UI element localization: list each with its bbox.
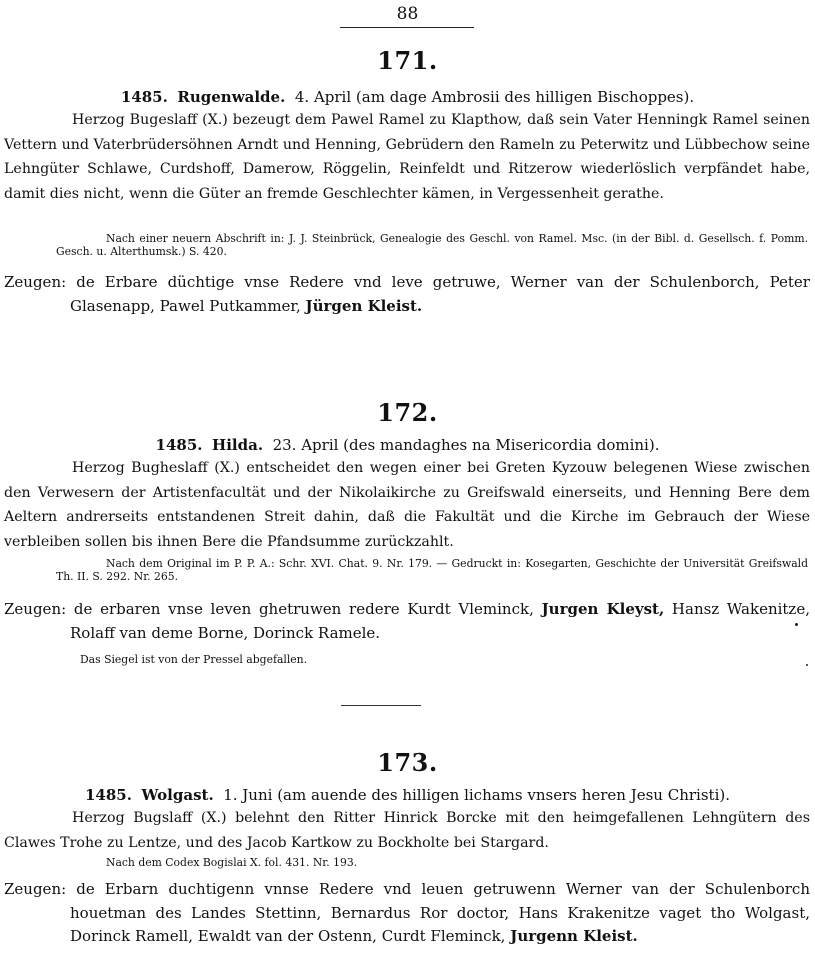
- entry-date: 1. Juni (am auende des hilligen lichams vnsers heren Jesu Christi).: [223, 786, 730, 804]
- witness-last: Jürgen Kleist.: [305, 296, 423, 315]
- entry-date: 4. April (am dage Ambrosii des hilligen Bischoppes).: [294, 88, 695, 106]
- witness-label: Zeugen:: [4, 600, 67, 618]
- entry-place: Rugenwalde.: [177, 88, 286, 106]
- entry-place: Hilda.: [212, 436, 264, 454]
- entry-source-172: Nach dem Original im P. P. A.: Schr. XVI. Chat. 9. Nr. 179. — Gedruckt in: Kosegarten, Geschichte der Universität Greifswald Th. II. S. 292. Nr. 265.: [56, 557, 808, 583]
- entry-number-173: 173.: [377, 748, 438, 777]
- entry-place: Wolgast.: [141, 786, 214, 804]
- speck-mark: [795, 623, 798, 626]
- witness-list: de Erbare düchtige vnse Redere vnd leve getruwe, Werner van der Schulenborch, Peter Glasenapp, Pawel Putkammer,: [70, 273, 810, 315]
- entry-witnesses-173: [4, 878, 810, 949]
- entry-text-172: Herzog Bugheslaff (X.) entscheidet den wegen einer bei Greten Kyzouw belegenen Wiese zwischen den Verwesern der Artistenfacultät und der Nikolaikirche zu Greifswald einerseits, und Henning Bere dem Aeltern andrerseits entstandenen Streit dahin, daß die Fakultät und die Kirche im Gebrauch der Wiese verbleiben sollen bis ihnen Bere die Pfandsumme zurückzahlt.: [4, 460, 810, 550]
- entry-text-173: Herzog Bugslaff (X.) belehnt den Ritter Hinrick Borcke mit den heimgefallenen Lehngütern des Clawes Trohe zu Lentze, und des Jacob Kartkow zu Bockholte bei Stargard.: [4, 810, 810, 851]
- entry-year: 1485.: [155, 436, 203, 454]
- entry-date: 23. April (des mandaghes na Misericordia domini).: [272, 436, 660, 454]
- witness-list-after: Hansz Wakenitze, Rolaff van deme Borne, Dorinck Ramele.: [70, 600, 810, 642]
- witness-list: de Erbarn duchtigenn vnnse Redere vnd leuen getruwenn Werner van der Schulenborch houetman des Landes Stettinn, Bernardus Ror doctor, Hans Krakenitze vaget tho Wolgast, Dorinck Ramell, Ewaldt van der Ostenn, Curdt Fleminck,: [70, 880, 810, 945]
- entry-number-171: 171.: [377, 46, 438, 75]
- witness-label: Zeugen:: [4, 273, 67, 291]
- page-number: 88: [396, 4, 419, 24]
- speck-mark: [806, 664, 808, 666]
- entry-year: 1485.: [85, 786, 132, 804]
- entry-witnesses-172: [4, 598, 810, 645]
- entry-number-172: 172.: [377, 398, 438, 427]
- entry-witnesses-171: [4, 271, 810, 318]
- entry-text-171: Herzog Bugeslaff (X.) bezeugt dem Pawel Ramel zu Klapthow, daß sein Vater Henningk Ramel seinen Vettern und Vaterbrüdersöhnen Arndt und Henning, Gebrüdern den Rameln zu Peterwitz und Lübbechow seine Lehngüter Schlawe, Curdshoff, Damerow, Röggelin, Reinfeldt und Ritzerow wiederlöslich verpfändet habe, damit dies nicht, wenn die Güter an fremde Geschlechter kämen, in Vergessenheit gerathe.: [4, 112, 810, 202]
- section-divider: [341, 705, 421, 706]
- entry-heading-172: [0, 436, 815, 454]
- witness-list: de erbaren vnse leven ghetruwen redere Kurdt Vleminck,: [73, 600, 534, 618]
- witness-last: Jurgenn Kleist.: [510, 927, 638, 945]
- entry-heading-173: [0, 786, 815, 804]
- witness-last: Jurgen Kleyst,: [541, 600, 665, 618]
- entry-source-173: Nach dem Codex Bogislai X. fol. 431. Nr. 193.: [106, 856, 358, 869]
- witness-label: Zeugen:: [4, 880, 67, 898]
- entry-source-171: Nach einer neuern Abschrift in: J. J. Steinbrück, Genealogie des Geschl. von Ramel. Msc. (in der Bibl. d. Gesellsch. f. Pomm. Gesch. u. Alterthumsk.) S. 420.: [56, 232, 808, 258]
- entry-year: 1485.: [120, 88, 168, 106]
- header-rule: [340, 27, 474, 28]
- seal-note: Das Siegel ist von der Pressel abgefallen.: [80, 653, 308, 666]
- entry-heading-171: [0, 88, 815, 106]
